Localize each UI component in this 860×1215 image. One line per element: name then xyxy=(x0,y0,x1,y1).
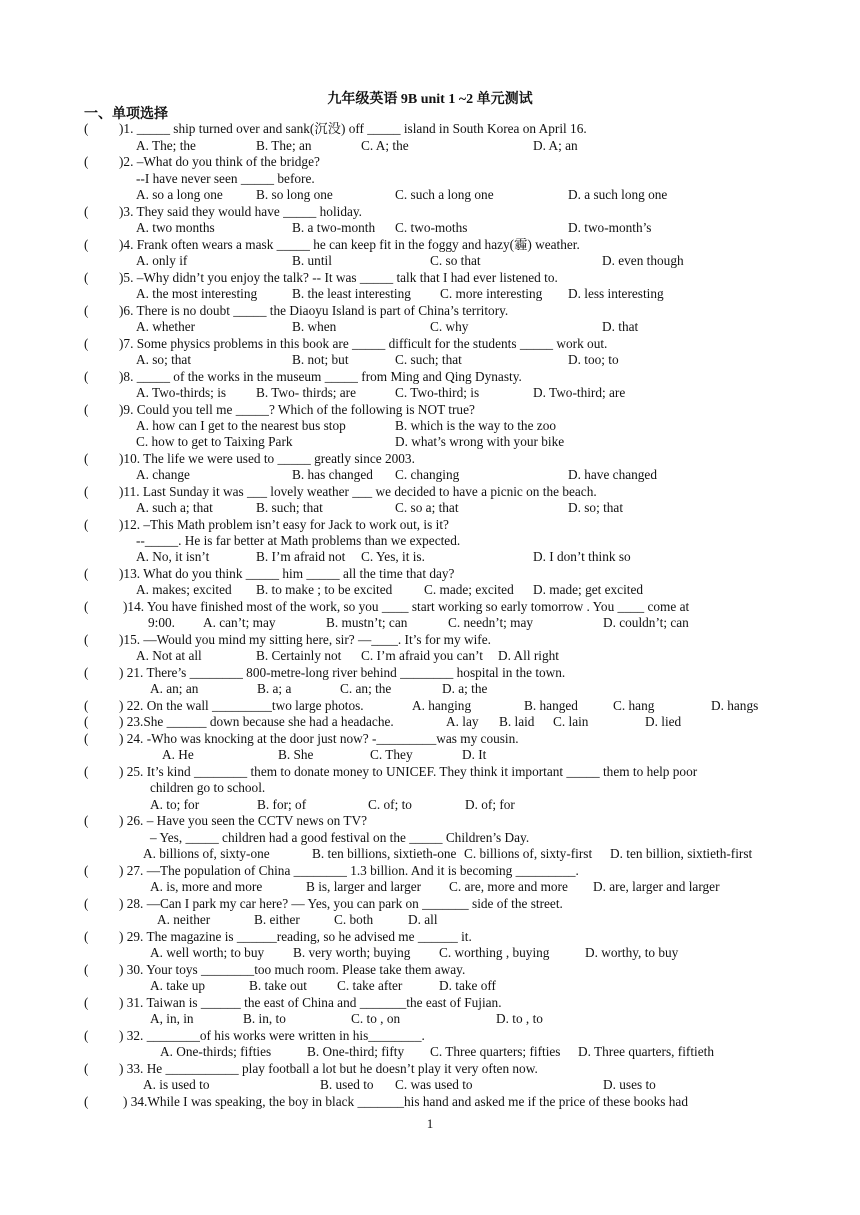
option: C. hang xyxy=(613,698,655,713)
question-stem: ) 26. – Have you seen the CCTV news on TV? xyxy=(119,813,368,828)
option: D. uses to xyxy=(603,1077,656,1092)
option: A. such a; that xyxy=(136,500,213,515)
option: C. of; to xyxy=(368,797,412,812)
option: C. A; the xyxy=(361,138,409,153)
option: B. which is the way to the zoo xyxy=(395,418,557,433)
option: B. to make ; to be excited xyxy=(256,582,393,597)
option: A. billions of, sixty-one xyxy=(143,846,270,861)
answer-paren: ( xyxy=(84,303,89,318)
option: C. made; excited xyxy=(424,582,514,597)
answer-paren: ( xyxy=(84,451,89,466)
option: C. changing xyxy=(395,467,460,482)
option: B. when xyxy=(292,319,337,334)
option: D. ten billion, sixtieth-first xyxy=(610,846,753,861)
option: C. Three quarters; fifties xyxy=(430,1044,561,1059)
question-stem: ) 30. Your toys ________too much room. Please take them away. xyxy=(119,962,466,977)
question-stem: )14. You have finished most of the work, so you ____ start working so early tomorrow . You ____ come at xyxy=(123,599,690,614)
option: A. is, more and more xyxy=(150,879,263,894)
option: A. He xyxy=(162,747,194,762)
option: B. such; that xyxy=(256,500,323,515)
question-stem: ) 29. The magazine is ______reading, so he advised me ______ it. xyxy=(119,929,472,944)
question-stem: )4. Frank often wears a mask _____ he can keep fit in the foggy and hazy(霾) weather. xyxy=(119,237,580,252)
question-stem: )2. –What do you think of the bridge? xyxy=(119,154,320,169)
question-stem-line2: – Yes, _____ children had a good festival on the _____ Children’s Day. xyxy=(150,830,530,845)
option: A. so a long one xyxy=(136,187,223,202)
option: D. made; get excited xyxy=(533,582,644,597)
answer-paren: ( xyxy=(84,237,89,252)
option: D. two-month’s xyxy=(568,220,652,235)
question-stem: )10. The life we were used to _____ greatly since 2003. xyxy=(119,451,415,466)
option: D. Three quarters, fiftieth xyxy=(578,1044,714,1059)
option: B. I’m afraid not xyxy=(256,549,346,564)
answer-paren: ( xyxy=(84,764,89,779)
option: D. too; to xyxy=(568,352,619,367)
option: B. a; a xyxy=(257,681,292,696)
option: D. couldn’t; can xyxy=(603,615,689,630)
answer-paren: ( xyxy=(84,1094,89,1109)
answer-paren: ( xyxy=(84,517,89,532)
option: C. are, more and more xyxy=(449,879,568,894)
question-stem: ) 33. He ___________ play football a lot but he doesn’t play it very often now. xyxy=(119,1061,538,1076)
option: A. can’t; may xyxy=(203,615,276,630)
option: A. is used to xyxy=(143,1077,210,1092)
option: B. used to xyxy=(320,1077,374,1092)
option: A. makes; excited xyxy=(136,582,232,597)
option: D. so; that xyxy=(568,500,624,515)
question-stem: ) 23.She ______ down because she had a headache. xyxy=(119,714,394,729)
option: B. the least interesting xyxy=(292,286,411,301)
option: A. hanging xyxy=(412,698,472,713)
option: B. Certainly not xyxy=(256,648,342,663)
option: B. either xyxy=(254,912,300,927)
option: A. an; an xyxy=(150,681,199,696)
answer-paren: ( xyxy=(84,698,89,713)
answer-paren: ( xyxy=(84,1061,89,1076)
option: D. All right xyxy=(498,648,559,663)
option: C. why xyxy=(430,319,469,334)
option: B. for; of xyxy=(257,797,307,812)
option: B. not; but xyxy=(292,352,349,367)
question-stem: )6. There is no doubt _____ the Diaoyu Island is part of China’s territory. xyxy=(119,303,509,318)
option: C. an; the xyxy=(340,681,392,696)
option: C. lain xyxy=(553,714,589,729)
answer-paren: ( xyxy=(84,962,89,977)
option: B. The; an xyxy=(256,138,312,153)
option: C. They xyxy=(370,747,413,762)
option: D. lied xyxy=(645,714,682,729)
option: B. has changed xyxy=(292,467,373,482)
answer-paren: ( xyxy=(84,863,89,878)
option: C. such; that xyxy=(395,352,462,367)
option: B. in, to xyxy=(243,1011,286,1026)
answer-paren: ( xyxy=(84,929,89,944)
question-stem: ) 32. ________of his works were written in his________. xyxy=(119,1028,425,1043)
option: B. She xyxy=(278,747,314,762)
option: A. to; for xyxy=(150,797,200,812)
option: A. two months xyxy=(136,220,215,235)
question-stem: ) 27. —The population of China ________ 1.3 billion. And it is becoming _________. xyxy=(119,863,579,878)
option: D. I don’t think so xyxy=(533,549,631,564)
option: C. both xyxy=(334,912,374,927)
option: D. less interesting xyxy=(568,286,664,301)
option: B. laid xyxy=(499,714,535,729)
question-stem: )9. Could you tell me _____? Which of the following is NOT true? xyxy=(119,402,475,417)
question-stem: )3. They said they would have _____ holiday. xyxy=(119,204,362,219)
option: C. was used to xyxy=(395,1077,473,1092)
answer-paren: ( xyxy=(84,204,89,219)
option: D. of; for xyxy=(465,797,515,812)
option: D. Two-third; are xyxy=(533,385,626,400)
page-number: 1 xyxy=(426,1116,434,1131)
question-stem-line2: --I have never seen _____ before. xyxy=(136,171,315,186)
option: C. take after xyxy=(337,978,403,993)
answer-paren: ( xyxy=(84,336,89,351)
option: A. change xyxy=(136,467,190,482)
option: B. take out xyxy=(249,978,307,993)
answer-paren: ( xyxy=(84,402,89,417)
question-stem: ) 25. It’s kind ________ them to donate money to UNICEF. They think it important _____ them to help poor xyxy=(119,764,698,779)
question-stem: ) 24. -Who was knocking at the door just now? -_________was my cousin. xyxy=(119,731,519,746)
option: C. two-moths xyxy=(395,220,468,235)
option: D. what’s wrong with your bike xyxy=(395,434,565,449)
option: D. are, larger and larger xyxy=(593,879,720,894)
option: C. Two-third; is xyxy=(395,385,480,400)
answer-paren: ( xyxy=(84,1028,89,1043)
answer-paren: ( xyxy=(84,731,89,746)
option: B. hanged xyxy=(524,698,578,713)
option: A. so; that xyxy=(136,352,192,367)
option: C. Yes, it is. xyxy=(361,549,425,564)
answer-paren: ( xyxy=(84,599,89,614)
option: C. how to get to Taixing Park xyxy=(136,434,293,449)
option: A, in, in xyxy=(150,1011,194,1026)
answer-paren: ( xyxy=(84,714,89,729)
option: B. Two- thirds; are xyxy=(256,385,357,400)
question-stem: )12. –This Math problem isn’t easy for Jack to work out, is it? xyxy=(119,517,449,532)
question-stem: ) 28. —Can I park my car here? — Yes, you can park on _______ side of the street. xyxy=(119,896,563,911)
option: A. well worth; to buy xyxy=(150,945,265,960)
answer-paren: ( xyxy=(84,484,89,499)
option: C. so a; that xyxy=(395,500,459,515)
question-stem-line2: 9:00. xyxy=(148,615,175,630)
option: C. such a long one xyxy=(395,187,494,202)
option: D. a; the xyxy=(442,681,488,696)
question-stem: )13. What do you think _____ him _____ all the time that day? xyxy=(119,566,455,581)
option: B. until xyxy=(292,253,332,268)
option: D. take off xyxy=(439,978,496,993)
option: D. worthy, to buy xyxy=(585,945,679,960)
option: D. to , to xyxy=(496,1011,543,1026)
question-stem: )11. Last Sunday it was ___ lovely weather ___ we decided to have a picnic on the beach. xyxy=(119,484,597,499)
option: D. have changed xyxy=(568,467,657,482)
answer-paren: ( xyxy=(84,665,89,680)
option: A. One-thirds; fifties xyxy=(160,1044,272,1059)
answer-paren: ( xyxy=(84,896,89,911)
question-stem: )15. —Would you mind my sitting here, sir? —____. It’s for my wife. xyxy=(119,632,491,647)
option: B. ten billions, sixtieth-one xyxy=(312,846,457,861)
question-stem: )5. –Why didn’t you enjoy the talk? -- It was _____ talk that I had ever listened to. xyxy=(119,270,558,285)
question-stem: ) 31. Taiwan is ______ the east of China and _______the east of Fujian. xyxy=(119,995,502,1010)
question-stem: ) 22. On the wall _________two large photos. xyxy=(119,698,364,713)
option: B. a two-month xyxy=(292,220,376,235)
option: C. billions of, sixty-first xyxy=(464,846,593,861)
option: D. even though xyxy=(602,253,684,268)
page-title: 九年级英语 9B unit 1 ~2 单元测试 xyxy=(327,92,533,107)
option: B. One-third; fifty xyxy=(307,1044,405,1059)
option: A. take up xyxy=(150,978,206,993)
option: C. I’m afraid you can’t xyxy=(361,648,483,663)
option: A. The; the xyxy=(136,138,196,153)
option: B. so long one xyxy=(256,187,333,202)
question-stem: )8. _____ of the works in the museum _____ from Ming and Qing Dynasty. xyxy=(119,369,522,384)
option: A. Not at all xyxy=(136,648,202,663)
option: D. hangs xyxy=(711,698,759,713)
option: D. a such long one xyxy=(568,187,668,202)
answer-paren: ( xyxy=(84,632,89,647)
question-stem: )7. Some physics problems in this book are _____ difficult for the students _____ work out. xyxy=(119,336,608,351)
answer-paren: ( xyxy=(84,154,89,169)
option: A. the most interesting xyxy=(136,286,258,301)
option: D. all xyxy=(408,912,438,927)
option: C. more interesting xyxy=(440,286,543,301)
option: C. to , on xyxy=(351,1011,401,1026)
option: C. worthing , buying xyxy=(439,945,550,960)
option: A. only if xyxy=(136,253,188,268)
option: C. needn’t; may xyxy=(448,615,534,630)
answer-paren: ( xyxy=(84,566,89,581)
option: C. so that xyxy=(430,253,481,268)
section-heading: 一、单项选择 xyxy=(84,107,168,122)
option: D. that xyxy=(602,319,639,334)
option: B. mustn’t; can xyxy=(326,615,408,630)
option: B. very worth; buying xyxy=(293,945,411,960)
option: D. A; an xyxy=(533,138,578,153)
option: D. It xyxy=(462,747,487,762)
answer-paren: ( xyxy=(84,813,89,828)
option: A. No, it isn’t xyxy=(136,549,210,564)
option: A. Two-thirds; is xyxy=(136,385,227,400)
option: A. neither xyxy=(157,912,211,927)
question-stem: )1. _____ ship turned over and sank(沉没) off _____ island in South Korea on April 16. xyxy=(119,121,587,136)
question-stem: ) 34.While I was speaking, the boy in black _______his hand and asked me if the price of these books had xyxy=(123,1094,688,1109)
option: B is, larger and larger xyxy=(306,879,422,894)
question-stem-line2: children go to school. xyxy=(150,780,266,795)
option: A. whether xyxy=(136,319,196,334)
option: A. how can I get to the nearest bus stop xyxy=(136,418,346,433)
option: A. lay xyxy=(446,714,479,729)
question-stem: ) 21. There’s ________ 800-metre-long river behind ________ hospital in the town. xyxy=(119,665,566,680)
answer-paren: ( xyxy=(84,369,89,384)
answer-paren: ( xyxy=(84,121,89,136)
question-stem-line2: --_____. He is far better at Math problems than we expected. xyxy=(136,533,461,548)
answer-paren: ( xyxy=(84,270,89,285)
answer-paren: ( xyxy=(84,995,89,1010)
